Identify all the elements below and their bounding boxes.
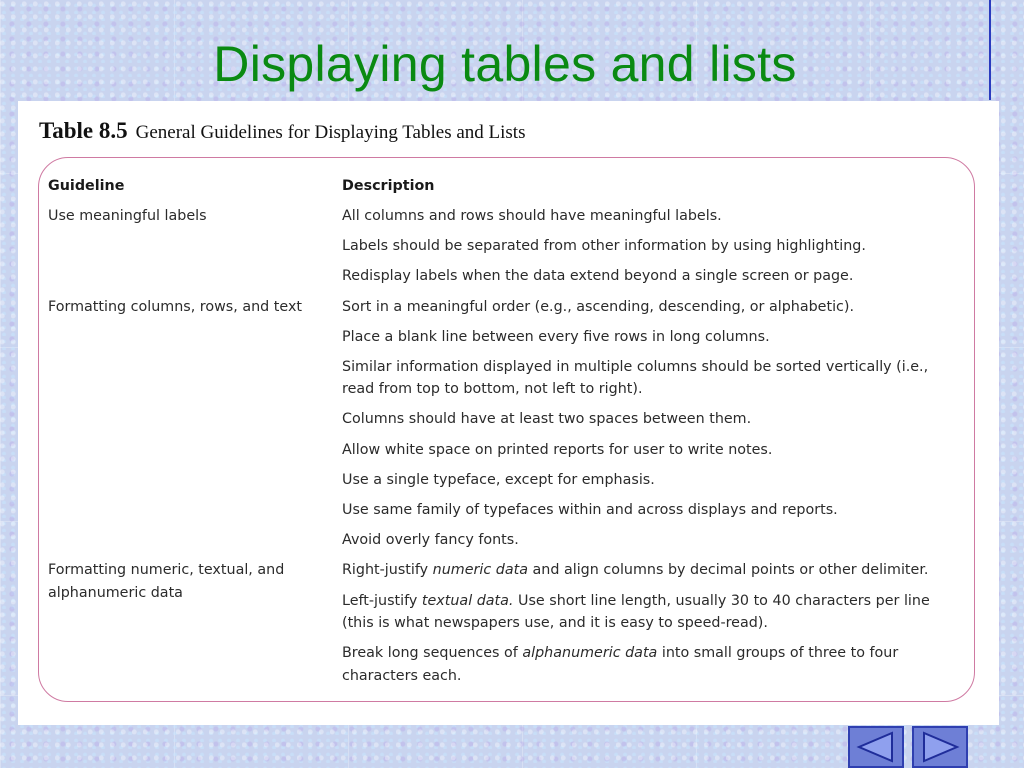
triangle-right-icon [914,728,966,766]
table-row [48,559,968,601]
table-row [48,296,968,326]
header-description: Description [342,178,435,194]
table-row [48,590,968,643]
description-cell: Allow white space on printed reports for user to write notes. [342,441,773,458]
table-caption [39,118,525,144]
header-guideline: Guideline [48,178,125,194]
table-header-row [48,175,968,205]
table-row [48,408,968,438]
table-row [48,499,968,529]
table-row [48,529,968,559]
description-cell: All columns and rows should have meaningful labels. [342,208,722,224]
table-row [48,235,968,265]
description-cell: Sort in a meaningful order (e.g., ascending, descending, or alphabetic). [342,298,855,315]
description-cell: Break long sequences of alphanumeric data into small groups of three to four characters each. [342,645,899,684]
description-cell: Avoid overly fancy fonts. [342,532,519,549]
triangle-left-icon [850,728,902,766]
table-row [48,265,968,295]
description-cell: Redisplay labels when the data extend beyond a single screen or page. [342,268,854,285]
next-slide-button[interactable] [912,726,968,768]
description-cell: Left-justify textual data. Use short line length, usually 30 to 40 characters per line (this is what newspapers use, and it is easy to speed-read). [342,592,930,632]
description-cell: Use a single typeface, except for emphasis. [342,471,655,488]
guideline-cell: Formatting numeric, textual, and alphanumeric data [48,562,285,601]
guideline-cell: Use meaningful labels [48,208,207,224]
table-row [48,356,968,409]
guideline-cell: Formatting columns, rows, and text [48,298,303,315]
description-cell: Place a blank line between every five rows in long columns. [342,328,770,345]
description-cell: Columns should have at least two spaces between them. [342,411,752,428]
description-cell: Labels should be separated from other information by using highlighting. [342,238,866,255]
table-row [48,439,968,469]
table-number: Table 8.5 [39,118,128,143]
previous-slide-button[interactable] [848,726,904,768]
guidelines-table [48,175,968,702]
table-row [48,326,968,356]
table-page-image [18,101,999,725]
description-cell: Right-justify numeric data and align columns by decimal points or other delimiter. [342,562,929,579]
description-cell: Use same family of typefaces within and across displays and reports. [342,502,838,518]
table-row [48,205,968,235]
table-caption-text: General Guidelines for Displaying Tables and Lists [135,122,526,143]
description-cell: Similar information displayed in multiple columns should be sorted vertically (i.e., read from top to bottom, not left to right). [342,358,929,398]
slide-title: Displaying tables and lists [213,36,797,92]
table-row [48,642,968,702]
table-row [48,469,968,499]
